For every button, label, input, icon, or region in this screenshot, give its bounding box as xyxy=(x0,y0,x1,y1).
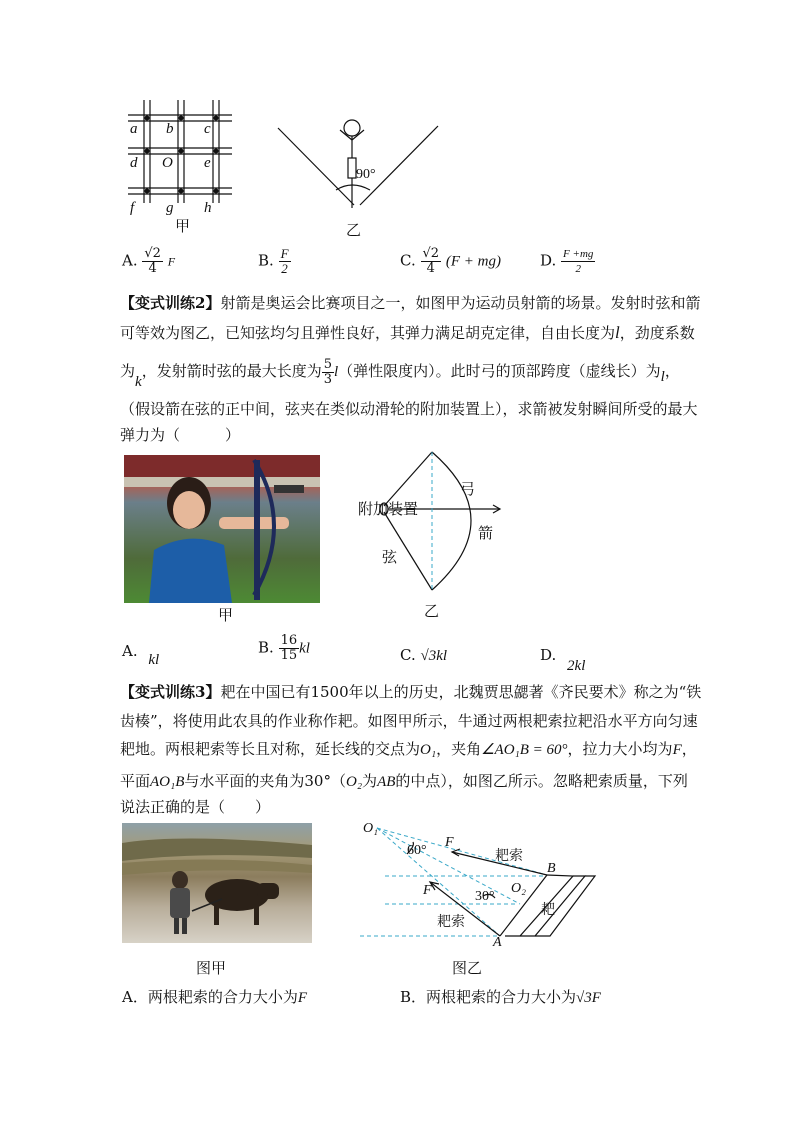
label-O: O xyxy=(162,155,173,171)
q3-line-1: 【变式训练3】耙在中国已有1500年以上的历史，北魏贾思勰著《齐民要术》称之为“铁 xyxy=(120,683,702,701)
rake-diagram xyxy=(355,818,605,948)
label-f: f xyxy=(130,200,135,216)
q3-option-b[interactable]: B．两根耙索的合力大小为√3F xyxy=(400,988,601,1006)
label-arrow: 箭 xyxy=(478,526,494,542)
grid-figure xyxy=(120,95,240,235)
label-string: 弦 xyxy=(382,550,398,566)
label-bow: 弓 xyxy=(460,482,476,498)
q3-line-5: 说法正确的是（ ） xyxy=(120,798,271,816)
label-O2: O₂ xyxy=(511,881,526,896)
label-b: b xyxy=(166,121,174,137)
label-F-upper: F xyxy=(445,835,454,850)
label-rope-lower: 耙索 xyxy=(437,915,465,930)
caption-photo-jia: 甲 xyxy=(218,606,234,624)
label-c: c xyxy=(204,121,211,137)
v-figure xyxy=(270,110,450,240)
label-a: a xyxy=(130,121,138,137)
label-30: 30° xyxy=(475,889,495,904)
caption-tu-yi: 图乙 xyxy=(452,959,483,977)
label-h: h xyxy=(204,200,212,216)
angle-90: 90° xyxy=(356,167,376,182)
ox-illustration xyxy=(122,823,312,943)
q1-option-d[interactable]: D. $\frac{F +mg}{2}$ xyxy=(540,248,594,275)
label-d: d xyxy=(130,155,138,171)
bow-diagram xyxy=(350,450,530,625)
q2-line-2: 可等效为图乙，已知弦均匀且弹性良好，其弹力满足胡克定律，自由长度为l，劲度系数 xyxy=(120,323,695,342)
caption-tu-jia: 图甲 xyxy=(196,959,227,977)
q3-line-2: 齿楱”，将使用此农具的作业称作耙。如图甲所示，牛通过两根耙索拉耙沿水平方向匀速 xyxy=(120,712,698,730)
label-e: e xyxy=(204,155,211,171)
q2-option-c[interactable]: C. √3kl xyxy=(400,646,448,664)
q2-option-b[interactable]: B. $\frac{16}{15}$ kl xyxy=(258,633,310,663)
q1-option-a[interactable]: A. $\frac{√2}{4}$ F xyxy=(122,246,176,276)
label-B: B xyxy=(547,861,556,876)
label-A: A xyxy=(493,935,502,948)
q2-line-3: 为k，发射箭时弦的最大长度为 $\frac{5}{3}$ l（弹性限度内）。此时弓的顶部跨度（虚线长）为l， xyxy=(120,356,680,390)
q2-line-5: 弹力为（ ） xyxy=(120,426,241,444)
q3-line-3: 耙地。两根耙索等长且对称，延长线的交点为O₁，夹角∠AO₁B = 60°，拉力大小均为F， xyxy=(120,740,697,758)
label-O1: O₁ xyxy=(363,821,378,836)
label-g: g xyxy=(166,200,174,216)
label-60: 60° xyxy=(407,843,427,858)
q1-option-b[interactable]: B. $\frac{F}{2}$ xyxy=(258,246,289,276)
caption-fig-yi: 乙 xyxy=(424,604,440,620)
q3-line-4: 平面AO₁B与水平面的夹角为30°（O₂为AB的中点），如图乙所示。忽略耙索质量，下列 xyxy=(120,772,688,790)
caption-jia: 甲 xyxy=(175,219,191,235)
label-rake: 耙 xyxy=(541,903,555,918)
label-F-lower: F xyxy=(423,883,432,898)
q2-line-4: （假设箭在弦的正中间，弦夹在类似动滑轮的附加装置上），求箭被发射瞬间所受的最大 xyxy=(120,400,698,418)
q2-option-d[interactable]: D. 2kl xyxy=(540,646,586,674)
caption-yi: 乙 xyxy=(346,223,362,239)
q3-option-a[interactable]: A．两根耙索的合力大小为F xyxy=(122,988,308,1006)
label-rope-upper: 耙索 xyxy=(495,849,523,864)
q2-option-a[interactable]: A. kl xyxy=(122,642,160,668)
archer-illustration xyxy=(124,455,320,603)
q2-line-1: 【变式训练2】射箭是奥运会比赛项目之一，如图甲为运动员射箭的场景。发射时弦和箭 xyxy=(120,294,701,312)
q1-option-c[interactable]: C. $\frac{√2}{4}$ (F + mg) xyxy=(400,246,501,276)
label-device: 附加装置 xyxy=(358,502,419,518)
archery-photo xyxy=(124,455,320,603)
ox-photo xyxy=(122,823,312,943)
